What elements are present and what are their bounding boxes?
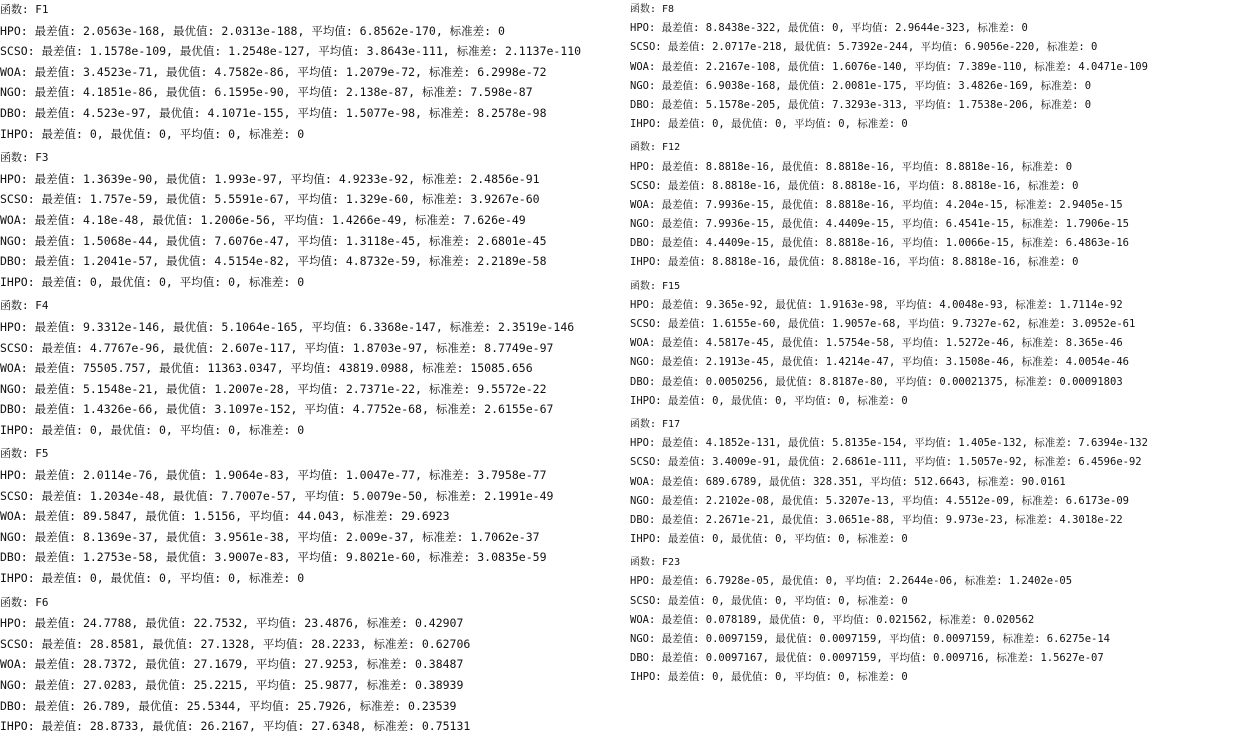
algorithm-result-line: HPO: 最差值: 8.8438e-322, 最优值: 0, 平均值: 2.9644e-323, 标准差: 0 (630, 22, 1028, 35)
function-header: 函数: F15 (630, 280, 681, 292)
function-header: 函数: F17 (630, 418, 681, 430)
algorithm-result-line: NGO: 最差值: 27.0283, 最优值: 25.2215, 平均值: 25.9877, 标准差: 0.38939 (0, 678, 464, 692)
algorithm-result-line: HPO: 最差值: 4.1852e-131, 最优值: 5.8135e-154, 平均值: 1.405e-132, 标准差: 7.6394e-132 (630, 437, 1148, 450)
algorithm-result-line: DBO: 最差值: 5.1578e-205, 最优值: 7.3293e-313, 平均值: 1.7538e-206, 标准差: 0 (630, 98, 1092, 111)
function-header: 函数: F23 (630, 557, 681, 569)
algorithm-result-line: DBO: 最差值: 26.789, 最优值: 25.5344, 平均值: 25.7926, 标准差: 0.23539 (0, 698, 457, 713)
algorithm-result-line: IHPO: 最差值: 0, 最优值: 0, 平均值: 0, 标准差: 0 (0, 422, 305, 437)
function-header: 函数: F8 (630, 4, 675, 15)
algorithm-result-line: HPO: 最差值: 1.3639e-90, 最优值: 1.993e-97, 平均值: 4.9233e-92, 标准差: 2.4856e-91 (0, 171, 540, 186)
function-block (0, 444, 628, 588)
algorithm-result-line: SCSO: 最差值: 1.1578e-109, 最优值: 1.2548e-127, 平均值: 3.8643e-111, 标准差: 2.1137e-110 (0, 44, 582, 59)
algorithm-result-line: IHPO: 最差值: 0, 最优值: 0, 平均值: 0, 标准差: 0 (0, 274, 305, 289)
algorithm-result-line: SCSO: 最差值: 1.757e-59, 最优值: 5.5591e-67, 平均值: 1.329e-60, 标准差: 3.9267e-60 (0, 192, 540, 207)
algorithm-result-line: IHPO: 最差值: 0, 最优值: 0, 平均值: 0, 标准差: 0 (630, 533, 908, 546)
function-header: 函数: F5 (0, 447, 49, 461)
algorithm-result-line: WOA: 最差值: 2.2167e-108, 最优值: 1.6076e-140, 平均值: 7.389e-110, 标准差: 4.0471e-109 (630, 60, 1148, 73)
algorithm-result-line: WOA: 最差值: 28.7372, 最优值: 27.1679, 平均值: 27.9253, 标准差: 0.38487 (0, 657, 464, 672)
function-block (0, 296, 628, 440)
algorithm-result-line: DBO: 最差值: 4.523e-97, 最优值: 4.1071e-155, 平均值: 1.5077e-98, 标准差: 8.2578e-98 (0, 105, 547, 120)
results-right-column (630, 0, 1260, 688)
algorithm-result-line: HPO: 最差值: 6.7928e-05, 最优值: 0, 平均值: 2.2644e-06, 标准差: 1.2402e-05 (630, 575, 1073, 588)
algorithm-result-line: HPO: 最差值: 2.0114e-76, 最优值: 1.9064e-83, 平均值: 1.0047e-77, 标准差: 3.7958e-77 (0, 468, 547, 483)
algorithm-result-line: SCSO: 最差值: 0, 最优值: 0, 平均值: 0, 标准差: 0 (630, 594, 908, 607)
algorithm-result-line: HPO: 最差值: 9.365e-92, 最优值: 1.9163e-98, 平均值: 4.0048e-93, 标准差: 1.7114e-92 (630, 298, 1123, 311)
function-header: 函数: F1 (0, 3, 49, 16)
algorithm-result-line: NGO: 最差值: 0.0097159, 最优值: 0.0097159, 平均值: 0.0097159, 标准差: 6.6275e-14 (630, 633, 1111, 645)
algorithm-result-line: SCSO: 最差值: 1.2034e-48, 最优值: 7.7007e-57, 平均值: 5.0079e-50, 标准差: 2.1991e-49 (0, 488, 554, 503)
algorithm-result-line: SCSO: 最差值: 28.8581, 最优值: 27.1328, 平均值: 28.2233, 标准差: 0.62706 (0, 636, 471, 651)
algorithm-result-line: SCSO: 最差值: 8.8818e-16, 最优值: 8.8818e-16, 平均值: 8.8818e-16, 标准差: 0 (630, 179, 1079, 192)
algorithm-result-line: DBO: 最差值: 1.4326e-66, 最优值: 3.1097e-152, 平均值: 4.7752e-68, 标准差: 2.6155e-67 (0, 402, 554, 417)
algorithm-result-line: NGO: 最差值: 7.9936e-15, 最优值: 4.4409e-15, 平均值: 6.4541e-15, 标准差: 1.7906e-15 (630, 218, 1129, 231)
algorithm-result-line: IHPO: 最差值: 0, 最优值: 0, 平均值: 0, 标准差: 0 (0, 571, 305, 586)
algorithm-result-line: WOA: 最差值: 4.18e-48, 最优值: 1.2006e-56, 平均值: 1.4266e-49, 标准差: 7.626e-49 (0, 212, 526, 227)
function-header: 函数: F3 (0, 151, 49, 165)
algorithm-result-line: SCSO: 最差值: 3.4009e-91, 最优值: 2.6861e-111, 平均值: 1.5057e-92, 标准差: 6.4596e-92 (630, 456, 1142, 469)
algorithm-result-line: NGO: 最差值: 1.5068e-44, 最优值: 7.6076e-47, 平均值: 1.3118e-45, 标准差: 2.6801e-45 (0, 233, 547, 248)
algorithm-result-line: IHPO: 最差值: 0, 最优值: 0, 平均值: 0, 标准差: 0 (630, 118, 908, 131)
function-header: 函数: F6 (0, 595, 49, 609)
algorithm-result-line: DBO: 最差值: 2.2671e-21, 最优值: 3.0651e-88, 平均值: 9.973e-23, 标准差: 4.3018e-22 (630, 513, 1123, 526)
algorithm-result-line: WOA: 最差值: 0.078189, 最优值: 0, 平均值: 0.021562, 标准差: 0.020562 (630, 613, 1035, 626)
algorithm-result-line: NGO: 最差值: 4.1851e-86, 最优值: 6.1595e-90, 平均值: 2.138e-87, 标准差: 7.598e-87 (0, 85, 533, 100)
function-header: 函数: F4 (0, 299, 49, 313)
algorithm-result-line: HPO: 最差值: 2.0563e-168, 最优值: 2.0313e-188, 平均值: 6.8562e-170, 标准差: 0 (0, 23, 505, 38)
algorithm-result-line: WOA: 最差值: 689.6789, 最优值: 328.351, 平均值: 512.6643, 标准差: 90.0161 (630, 475, 1066, 488)
algorithm-result-line: IHPO: 最差值: 0, 最优值: 0, 平均值: 0, 标准差: 0 (630, 671, 908, 684)
algorithm-result-line: IHPO: 最差值: 28.8733, 最优值: 26.2167, 平均值: 27.6348, 标准差: 0.75131 (0, 719, 471, 734)
algorithm-result-line: WOA: 最差值: 75505.757, 最优值: 11363.0347, 平均值: 43819.0988, 标准差: 15085.656 (0, 361, 533, 376)
algorithm-result-line: NGO: 最差值: 2.1913e-45, 最优值: 1.4214e-47, 平均值: 3.1508e-46, 标准差: 4.0054e-46 (630, 356, 1129, 369)
function-block (0, 148, 628, 292)
function-header: 函数: F12 (630, 142, 681, 154)
algorithm-result-line: HPO: 最差值: 8.8818e-16, 最优值: 8.8818e-16, 平均值: 8.8818e-16, 标准差: 0 (630, 160, 1073, 173)
algorithm-result-line: HPO: 最差值: 9.3312e-146, 最优值: 5.1064e-165, 平均值: 6.3368e-147, 标准差: 2.3519e-146 (0, 319, 575, 334)
algorithm-result-line: WOA: 最差值: 3.4523e-71, 最优值: 4.7582e-86, 平均值: 1.2079e-72, 标准差: 6.2998e-72 (0, 64, 547, 79)
algorithm-result-line: IHPO: 最差值: 8.8818e-16, 最优值: 8.8818e-16, 平均值: 8.8818e-16, 标准差: 0 (630, 256, 1079, 269)
algorithm-result-line: DBO: 最差值: 1.2753e-58, 最优值: 3.9007e-83, 平均值: 9.8021e-60, 标准差: 3.0835e-59 (0, 550, 547, 565)
algorithm-result-line: DBO: 最差值: 0.0050256, 最优值: 8.8187e-80, 平均值: 0.00021375, 标准差: 0.00091803 (630, 375, 1123, 388)
algorithm-result-line: WOA: 最差值: 4.5817e-45, 最优值: 1.5754e-58, 平均值: 1.5272e-46, 标准差: 8.365e-46 (630, 337, 1123, 350)
function-block (630, 277, 1260, 411)
algorithm-result-line: NGO: 最差值: 2.2102e-08, 最优值: 5.3207e-13, 平均值: 4.5512e-09, 标准差: 6.6173e-09 (630, 494, 1129, 507)
algorithm-result-line: HPO: 最差值: 24.7788, 最优值: 22.7532, 平均值: 23.4876, 标准差: 0.42907 (0, 616, 464, 631)
algorithm-result-line: DBO: 最差值: 4.4409e-15, 最优值: 8.8818e-16, 平均值: 1.0066e-15, 标准差: 6.4863e-16 (630, 237, 1129, 250)
algorithm-result-line: IHPO: 最差值: 0, 最优值: 0, 平均值: 0, 标准差: 0 (0, 126, 305, 141)
algorithm-result-line: DBO: 最差值: 1.2041e-57, 最优值: 4.5154e-82, 平均值: 4.8732e-59, 标准差: 2.2189e-58 (0, 254, 547, 269)
algorithm-result-line: DBO: 最差值: 0.0097167, 最优值: 0.0097159, 平均值: 0.009716, 标准差: 1.5627e-07 (630, 652, 1104, 665)
algorithm-result-line: WOA: 最差值: 89.5847, 最优值: 1.5156, 平均值: 44.043, 标准差: 29.6923 (0, 509, 450, 524)
algorithm-result-line: NGO: 最差值: 6.9038e-168, 最优值: 2.0081e-175, 平均值: 3.4826e-169, 标准差: 0 (630, 79, 1092, 92)
algorithm-result-line: NGO: 最差值: 5.1548e-21, 最优值: 1.2007e-28, 平均值: 2.7371e-22, 标准差: 9.5572e-22 (0, 381, 547, 396)
algorithm-result-line: SCSO: 最差值: 4.7767e-96, 最优值: 2.607e-117, 平均值: 1.8703e-97, 标准差: 8.7749e-97 (0, 340, 554, 355)
algorithm-result-line: IHPO: 最差值: 0, 最优值: 0, 平均值: 0, 标准差: 0 (630, 394, 908, 407)
function-block (0, 0, 628, 144)
results-left-column (0, 0, 628, 737)
function-block (630, 138, 1260, 272)
algorithm-result-line: SCSO: 最差值: 1.6155e-60, 最优值: 1.9057e-68, 平均值: 9.7327e-62, 标准差: 3.0952e-61 (630, 318, 1136, 330)
algorithm-result-line: SCSO: 最差值: 2.0717e-218, 最优值: 5.7392e-244, 平均值: 6.9056e-220, 标准差: 0 (630, 41, 1098, 54)
function-block (630, 415, 1260, 549)
function-block (630, 0, 1260, 134)
function-block (0, 593, 628, 737)
algorithm-result-line: WOA: 最差值: 7.9936e-15, 最优值: 8.8818e-16, 平均值: 4.204e-15, 标准差: 2.9405e-15 (630, 198, 1123, 211)
function-block (630, 553, 1260, 687)
algorithm-result-line: NGO: 最差值: 8.1369e-37, 最优值: 3.9561e-38, 平均值: 2.009e-37, 标准差: 1.7062e-37 (0, 529, 540, 544)
